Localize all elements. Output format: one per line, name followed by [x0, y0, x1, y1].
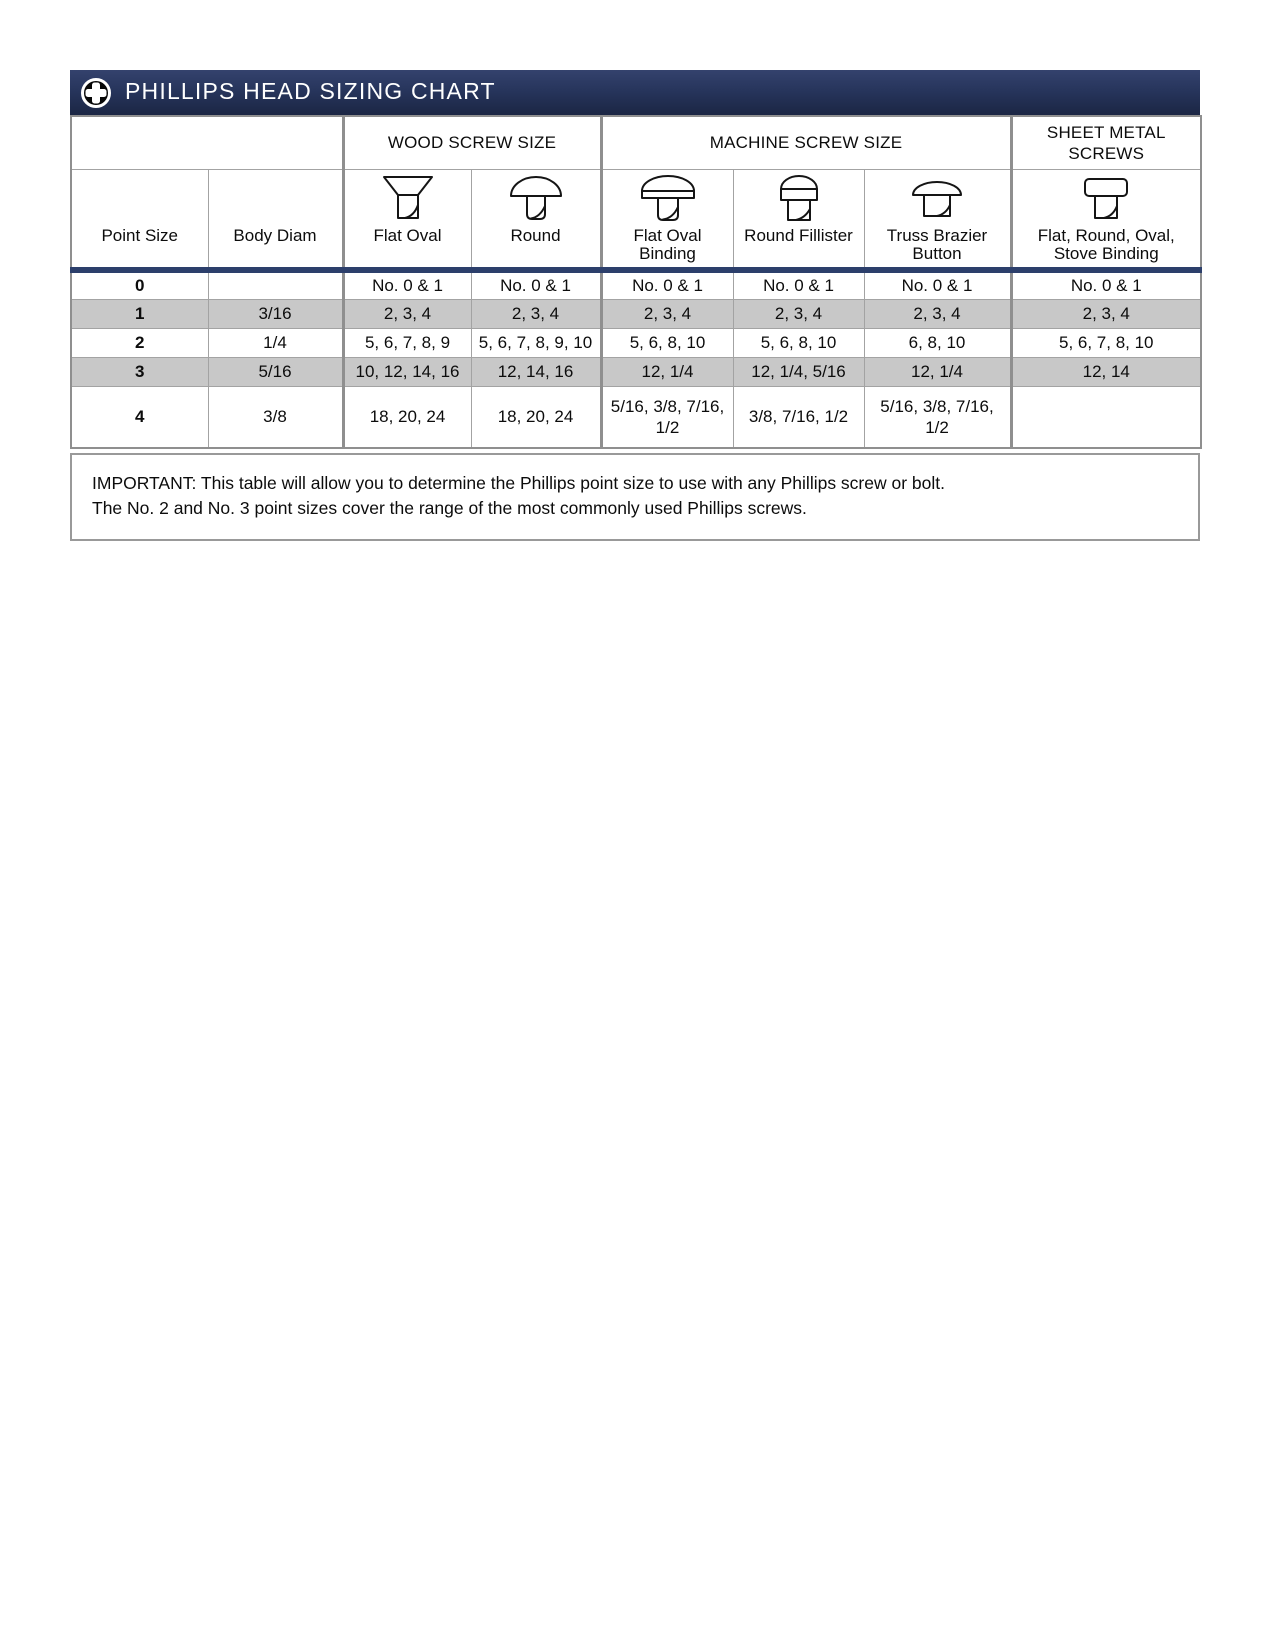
table-cell: 12, 1/4, 5/16: [733, 357, 864, 386]
column-header-flat-oval-binding: [601, 169, 733, 270]
table-cell: 3/16: [208, 299, 343, 328]
table-cell: 2, 3, 4: [733, 299, 864, 328]
sizing-table: [70, 115, 1202, 449]
phillips-cross-icon: [80, 77, 112, 109]
document-sheet: [70, 70, 1200, 541]
table-cell: 3: [71, 357, 208, 386]
table-cell: 5, 6, 8, 10: [601, 328, 733, 357]
table-cell: 5/16: [208, 357, 343, 386]
table-cell: 5, 6, 7, 8, 10: [1011, 328, 1201, 357]
table-cell: 4: [71, 386, 208, 448]
table-cell: 10, 12, 14, 16: [343, 357, 471, 386]
table-cell: 2, 3, 4: [1011, 299, 1201, 328]
column-header-point-size: [71, 169, 208, 270]
group-header-machine-screw-size: MACHINE SCREW SIZE: [601, 116, 1011, 169]
column-header-sheet-metal: [1011, 169, 1201, 270]
table-cell: 0: [71, 270, 208, 299]
note-line: IMPORTANT: This table will allow you to determine the Phillips point size to use with any Phillips screw or bolt.: [92, 473, 945, 493]
table-cell: 5/16, 3/8, 7/16, 1/2: [864, 386, 1011, 448]
column-header-truss-brazier-button: [864, 169, 1011, 270]
column-label: Point Size: [101, 225, 179, 245]
table-row-point-0: [71, 270, 1201, 299]
table-cell: No. 0 & 1: [601, 270, 733, 299]
table-cell: 12, 14, 16: [471, 357, 601, 386]
table-cell: 5, 6, 8, 10: [733, 328, 864, 357]
flat-oval-screw-icon: [348, 170, 468, 226]
column-label: Round Fillister: [744, 225, 853, 245]
table-cell: [1011, 386, 1201, 448]
note-line: The No. 2 and No. 3 point sizes cover the range of the most commonly used Phillips screws.: [92, 497, 807, 518]
truss-brazier-button-screw-icon: [868, 170, 1007, 226]
table-cell: 2, 3, 4: [864, 299, 1011, 328]
title-bar: [70, 70, 1200, 115]
column-label: Round: [510, 225, 561, 245]
sheet-metal-screw-icon: [1016, 170, 1198, 226]
table-cell: 6, 8, 10: [864, 328, 1011, 357]
column-header-flat-oval: [343, 169, 471, 270]
table-cell: No. 0 & 1: [471, 270, 601, 299]
table-row-point-3: [71, 357, 1201, 386]
group-header-sheet-metal-screws: SHEET METAL SCREWS: [1011, 116, 1201, 169]
table-cell: 1: [71, 299, 208, 328]
table-row-point-4: [71, 386, 1201, 448]
table-cell: No. 0 & 1: [864, 270, 1011, 299]
column-header-row: [71, 169, 1201, 270]
table-row-point-2: [71, 328, 1201, 357]
column-header-round-fillister: [733, 169, 864, 270]
table-cell: 1/4: [208, 328, 343, 357]
table-cell: 12, 14: [1011, 357, 1201, 386]
column-label: Truss Brazier Button: [886, 225, 988, 264]
table-cell: 3/8, 7/16, 1/2: [733, 386, 864, 448]
column-label: Body Diam: [233, 225, 317, 245]
round-screw-icon: [475, 170, 597, 226]
column-label: Flat Oval Binding: [633, 225, 702, 264]
column-label: Flat Oval: [373, 225, 442, 245]
important-note: [70, 453, 1200, 541]
table-cell: 18, 20, 24: [343, 386, 471, 448]
table-cell: 12, 1/4: [864, 357, 1011, 386]
table-cell: 12, 1/4: [601, 357, 733, 386]
table-cell: 2: [71, 328, 208, 357]
table-row-point-1: [71, 299, 1201, 328]
table-cell: No. 0 & 1: [733, 270, 864, 299]
table-cell: 2, 3, 4: [601, 299, 733, 328]
column-label: Flat, Round, Oval, Stove Binding: [1037, 225, 1175, 264]
table-cell: 5, 6, 7, 8, 9: [343, 328, 471, 357]
round-fillister-screw-icon: [737, 170, 861, 226]
table-cell: 5, 6, 7, 8, 9, 10: [471, 328, 601, 357]
column-header-round: [471, 169, 601, 270]
table-cell: No. 0 & 1: [343, 270, 471, 299]
table-cell: No. 0 & 1: [1011, 270, 1201, 299]
group-header-row: [71, 116, 1201, 169]
table-cell: 3/8: [208, 386, 343, 448]
group-header-blank: [71, 116, 343, 169]
page-title: PHILLIPS HEAD SIZING CHART: [125, 78, 496, 104]
table-cell: 18, 20, 24: [471, 386, 601, 448]
column-header-body-diam: [208, 169, 343, 270]
flat-oval-binding-screw-icon: [606, 170, 730, 226]
table-cell: 2, 3, 4: [471, 299, 601, 328]
table-cell: [208, 270, 343, 299]
table-cell: 2, 3, 4: [343, 299, 471, 328]
table-cell: 5/16, 3/8, 7/16, 1/2: [601, 386, 733, 448]
group-header-wood-screw-size: WOOD SCREW SIZE: [343, 116, 601, 169]
